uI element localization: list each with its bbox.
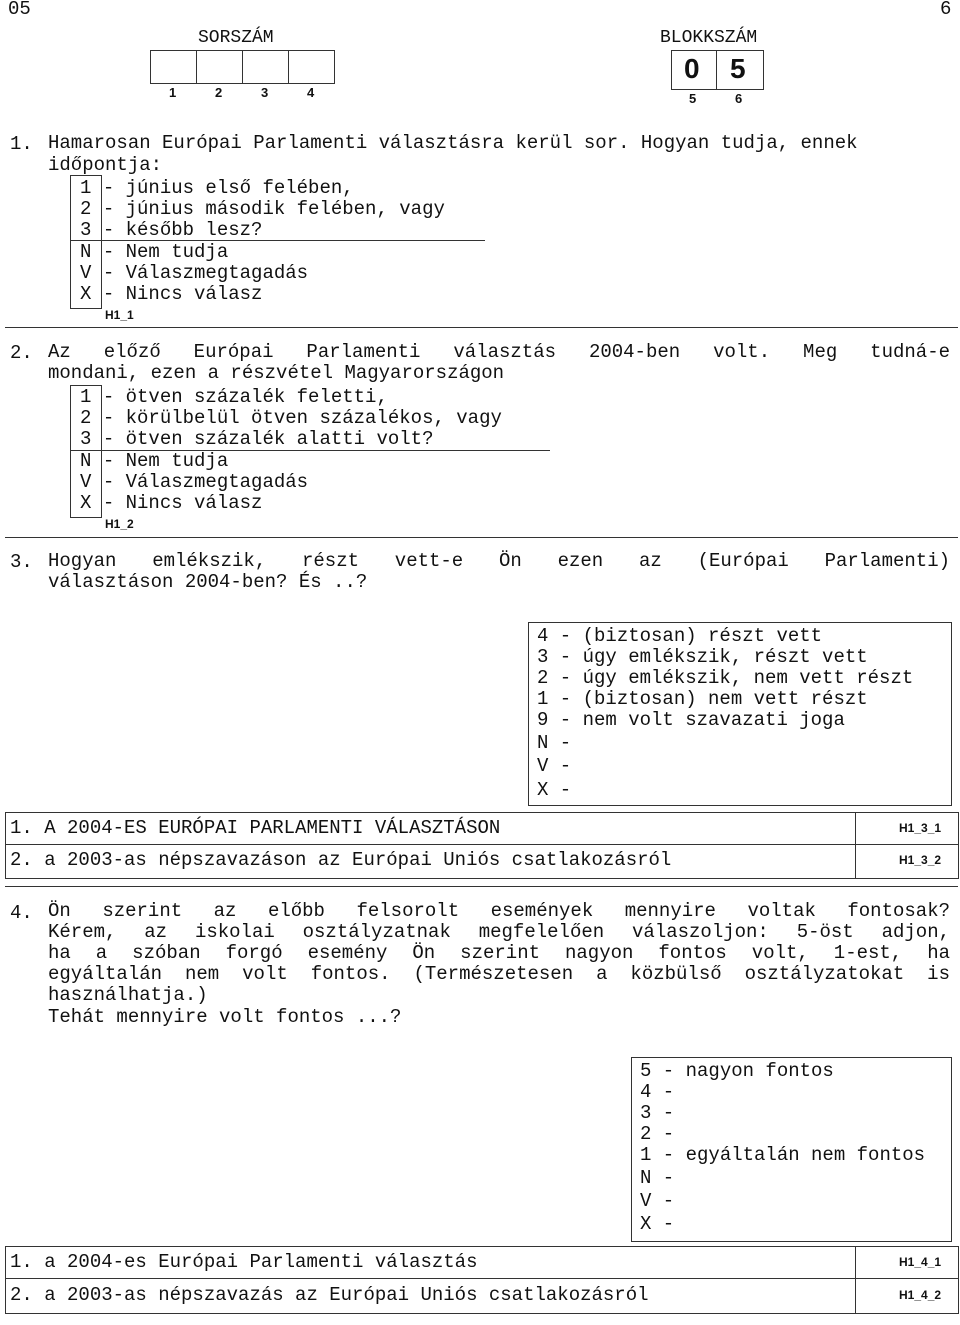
q4-text: Tehát mennyire volt fontos ...? [48,1006,402,1028]
q4-legend-item: 4 - [640,1081,675,1103]
blokkszam-label: BLOKKSZÁM [660,28,758,48]
q3-legend-item: N - [537,732,572,754]
q4-text: ha a szóban forgó esemény Ön szerint nagyon fontos volt, 1-est, ha [48,942,950,964]
q2-text: Az előző Európai Parlamenti választás 2004-ben volt. Meg tudná-e [48,341,950,363]
blokkszam-digit: 6 [735,91,743,106]
q3-item-label: 2. a 2003-as népszavazáson az Európai Uniós csatlakozásról [10,849,672,871]
sorszam-digit: 2 [215,85,223,100]
sorszam-label: SORSZÁM [198,28,274,48]
q4-item-code[interactable]: H1_4_1 [899,1255,942,1269]
q2-option[interactable]: 1 - ötven százalék feletti, [80,386,388,408]
q4-legend-item: 2 - [640,1123,675,1145]
q4-legend-item: 3 - [640,1102,675,1124]
q3-legend-item: 9 - nem volt szavazati joga [537,709,845,731]
q1-option[interactable]: 2 - június második felében, vagy [80,198,445,220]
sorszam-digit: 4 [307,85,315,100]
q1-option[interactable]: 3 - később lesz? [80,219,263,241]
q2-option[interactable]: X - Nincs válasz [80,492,263,514]
q4-item-label: 2. a 2003-as népszavazás az Európai Uniós csatlakozásról [10,1284,649,1306]
q4-legend-item: 5 - nagyon fontos [640,1060,834,1082]
q1-option[interactable]: V - Válaszmegtagadás [80,262,309,284]
q3-legend-item: X - [537,779,572,801]
blokkszam-digit: 5 [689,91,697,106]
q4-legend-item: X - [640,1213,675,1235]
q2-number: 2. [10,342,33,364]
q1-text: Hamarosan Európai Parlamenti választásra kerül sor. Hogyan tudja, ennek [48,132,858,154]
q3-legend-item: 3 - úgy emlékszik, részt vett [537,646,868,668]
q4-legend-item: N - [640,1167,675,1189]
q3-item-code[interactable]: H1_3_2 [899,853,942,867]
q2-option[interactable]: N - Nem tudja [80,450,229,472]
q3-text: választáson 2004-ben? És ..? [48,571,368,593]
q4-number: 4. [10,902,33,924]
q4-legend-item: V - [640,1190,675,1212]
q1-option[interactable]: 1 - június első felében, [80,177,354,199]
q3-item-label: 1. A 2004-ES EURÓPAI PARLAMENTI VÁLASZTÁSON [10,817,501,839]
q4-text: használhatja.) [48,984,208,1006]
q2-text: mondani, ezen a részvétel Magyarországon [48,362,505,384]
q2-option[interactable]: 2 - körülbelül ötven százalékos, vagy [80,407,502,429]
page-number-right: 6 [940,0,952,20]
q2-option[interactable]: 3 - ötven százalék alatti volt? [80,428,434,450]
q2-var-code: H1_2 [105,517,134,531]
q3-legend-item: 2 - úgy emlékszik, nem vett részt [537,667,914,689]
sorszam-digit: 1 [169,85,177,100]
q1-text: időpontja: [48,154,163,176]
q4-answer-legend [631,1057,952,1242]
q4-item-code[interactable]: H1_4_2 [899,1288,942,1302]
q1-number: 1. [10,133,33,155]
q3-answer-legend [528,622,952,806]
q3-item-code[interactable]: H1_3_1 [899,821,942,835]
q2-option[interactable]: V - Válaszmegtagadás [80,471,309,493]
q3-legend-item: 4 - (biztosan) részt vett [537,625,823,647]
sorszam-digit: 3 [261,85,269,100]
q1-var-code: H1_1 [105,308,134,322]
blokkszam-value: 0 [684,53,700,84]
q3-text: Hogyan emlékszik, részt vett-e Ön ezen az (Európai Parlamenti) [48,550,950,572]
q1-option[interactable]: N - Nem tudja [80,241,229,263]
q3-legend-item: V - [537,755,572,777]
page-number-left: 05 [8,0,31,20]
q4-legend-item: 1 - egyáltalán nem fontos [640,1144,926,1166]
q4-item-label: 1. a 2004-es Európai Parlamenti választás [10,1251,478,1273]
q4-text: Kérem, az iskolai osztályzatnak megfelelően válaszoljon: 5-öst adjon, [48,921,950,943]
q4-text: Ön szerint az előbb felsorolt események mennyire voltak fontosak? [48,900,950,922]
q4-text: egyáltalán nem volt fontos. (Természetesen a közbülső osztályzatokat is [48,963,950,985]
q3-number: 3. [10,551,33,573]
blokkszam-value: 5 [730,53,746,84]
q3-legend-item: 1 - (biztosan) nem vett részt [537,688,868,710]
q1-option[interactable]: X - Nincs válasz [80,283,263,305]
